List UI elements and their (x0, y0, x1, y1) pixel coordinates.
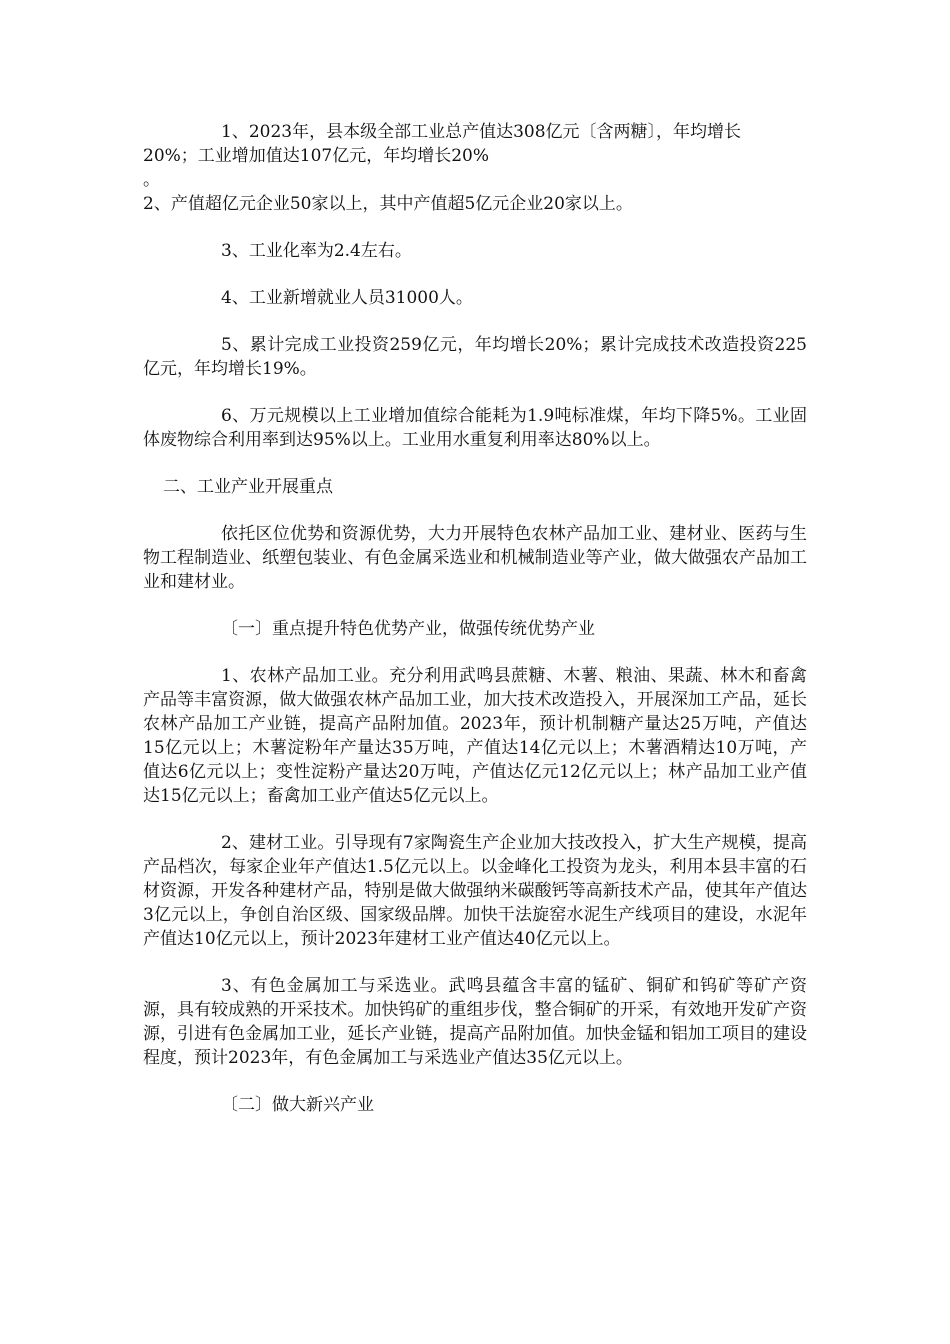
section-2-intro: 依托区位优势和资源优势，大力开展特色农林产品加工业、建材业、医药与生物工程制造业、纸塑包装业、有色金属采选业和机械制造业等产业，做大做强农产品加工业和建材业。 (143, 524, 807, 592)
section-2-heading: 二、工业产业开展重点 (163, 477, 333, 497)
industry-item-2: 2、建材工业。引导现有7家陶瓷生产企业加大技改投入，扩大生产规模，提高产品档次，每家企业年产值达1.5亿元以上。以金峰化工投资为龙头，利用本县丰富的石材资源，开发各种建材产品，特别是做大做强纳米碳酸钙等高新技术产品，使其年产值达3亿元以上，争创自治区级、国家级品牌。加快干法旋窑水泥生产线项目的建设，水泥年产值达10亿元以上，预计2023年建材工业产值达40亿元以上。 (143, 833, 807, 949)
target-item-1-line-2: 20%；工业增加值达107亿元，年均增长20% (143, 146, 490, 166)
subsection-1-heading: 〔一〕重点提升特色优势产业，做强传统优势产业 (221, 619, 595, 639)
target-item-1 (143, 120, 807, 144)
target-item-3: 3、工业化率为2.4左右。 (221, 241, 412, 261)
target-item-1-cont (143, 144, 807, 192)
target-item-1-line-1: 1、2023年，县本级全部工业总产值达308亿元〔含两糖〕，年均增长 (221, 122, 742, 142)
target-item-1-line-3: 。 (143, 170, 160, 190)
subsection-2-heading: 〔二〕做大新兴产业 (221, 1095, 374, 1115)
document-page (143, 120, 807, 1117)
industry-item-1: 1、农林产品加工业。充分利用武鸣县蔗糖、木薯、粮油、果蔬、林木和畜禽产品等丰富资源，做大做强农林产品加工业，加大技术改造投入，开展深加工产品，延长农林产品加工产业链，提高产品附加值。2023年，预计机制糖产量达25万吨，产值达15亿元以上；木薯淀粉年产量达35万吨，产值达14亿元以上；木薯酒精达10万吨，产值达6亿元以上；变性淀粉产量达20万吨，产值达亿元12亿元以上；林产品加工业产值达15亿元以上；畜禽加工业产值达5亿元以上。 (143, 666, 807, 806)
target-item-4: 4、工业新增就业人员31000人。 (221, 288, 473, 308)
target-item-2: 2、产值超亿元企业50家以上，其中产值超5亿元企业20家以上。 (143, 194, 633, 214)
target-item-5: 5、累计完成工业投资259亿元，年均增长20%；累计完成技术改造投资225亿元，年均增长19%。 (143, 335, 807, 379)
target-item-6: 6、万元规模以上工业增加值综合能耗为1.9吨标准煤，年均下降5%。工业固体废物综合利用率到达95%以上。工业用水重复利用率达80%以上。 (143, 406, 807, 450)
industry-item-3: 3、有色金属加工与采选业。武鸣县蕴含丰富的锰矿、铜矿和钨矿等矿产资源，具有较成熟的开采技术。加快钨矿的重组步伐，整合铜矿的开采，有效地开发矿产资源，引进有色金属加工业，延长产业链，提高产品附加值。加快金锰和铝加工项目的建设程度，预计2023年，有色金属加工与采选业产值达35亿元以上。 (143, 976, 807, 1068)
